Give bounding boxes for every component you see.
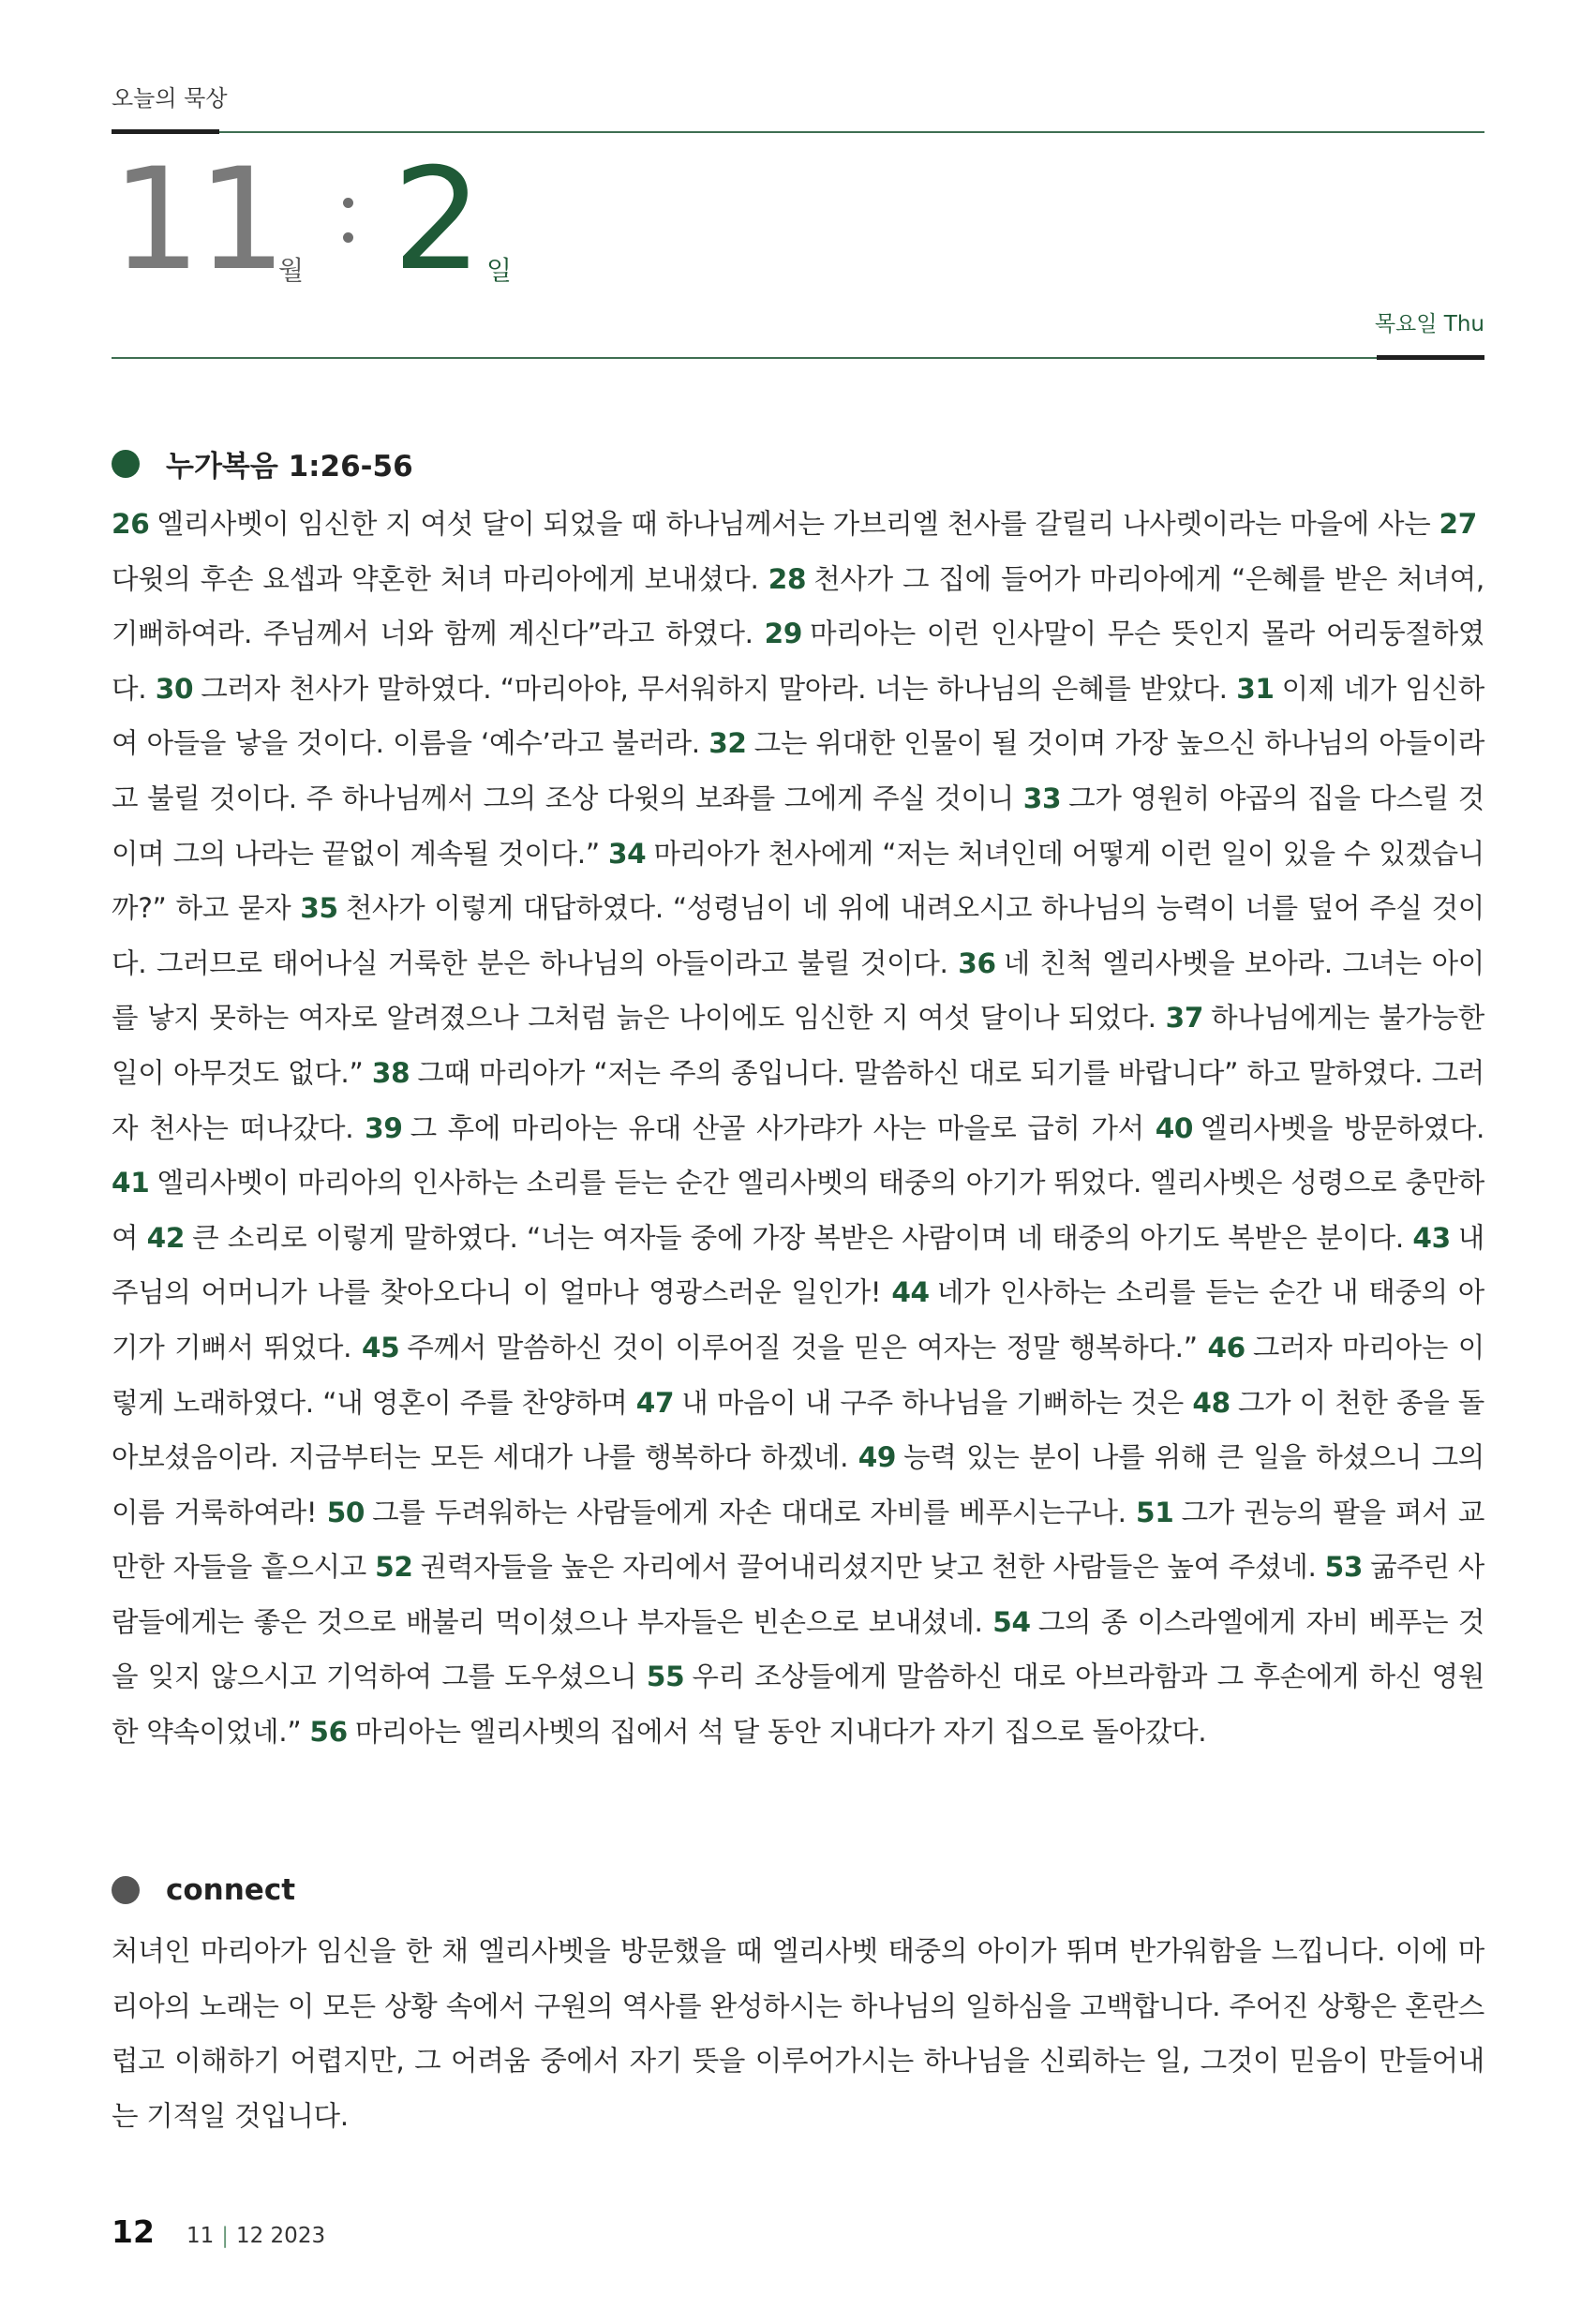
page-number: 12 <box>112 2213 155 2250</box>
weekday-label: 목요일 Thu <box>1374 312 1484 336</box>
verse-number: 56 <box>309 1716 348 1749</box>
verse-text: 마리아가 천사에게 “저는 처녀인데 어떻게 이런 일이 있을 수 있겠습니까?” 하고 묻자 <box>112 837 1484 925</box>
verse-number: 49 <box>858 1441 897 1474</box>
verse-text: 마리아는 이런 인사말이 무슨 뜻인지 몰라 어리둥절하였다. <box>112 618 1485 705</box>
verse-text: 그러자 마리아는 이렇게 노래하였다. “내 영혼이 주를 찬양하며 <box>112 1331 1485 1419</box>
verse-text: 내 주님의 어머니가 나를 찾아오다니 이 얼마나 영광스러운 일인가! <box>112 1221 1484 1309</box>
verse-number: 45 <box>361 1331 400 1363</box>
verse-number: 36 <box>958 946 996 979</box>
verse-number: 46 <box>1207 1331 1245 1363</box>
issue-label <box>186 2224 325 2248</box>
issue-month: 11 <box>186 2224 215 2248</box>
connect-body: 처녀인 마리아가 임신을 한 채 엘리사벳을 방문했을 때 엘리사벳 태중의 아이가 뛰며 반가워함을 느낍니다. 이에 마리아의 노래는 이 모든 상황 속에서 구원의 역사를 완성하시는 하나님의 일하심을 고백합니다. 주어진 상황은 혼란스럽고 이해하기 어렵지만, 그 어려움 중에서 자기 뜻을 이루어가시는 하나님을 신뢰하는 일, 그것이 믿음이 만들어내는 기적일 것입니다. <box>112 1935 1484 2132</box>
verse-text: 네가 인사하는 소리를 듣는 순간 내 태중의 아기가 기뻐서 뛰었다. <box>112 1276 1484 1363</box>
verse-text: 그가 권능의 팔을 펴서 교만한 자들을 흩으시고 <box>112 1496 1485 1584</box>
verse-number: 48 <box>1192 1386 1231 1419</box>
month-unit: 월 <box>278 255 305 286</box>
verse-text: 그가 영원히 야곱의 집을 다스릴 것이며 그의 나라는 끝없이 계속될 것이다.” <box>112 782 1484 870</box>
connect-heading <box>112 1873 295 1907</box>
verse-number: 51 <box>1136 1496 1174 1528</box>
month-number: 11 <box>112 139 283 302</box>
verse-text: 내 마음이 내 구주 하나님을 기뻐하는 것은 <box>681 1386 1184 1419</box>
verse-text: 그는 위대한 인물이 될 것이며 가장 높으신 하나님의 아들이라고 불릴 것이다. 주 하나님께서 그의 조상 다윗의 보좌를 그에게 주실 것이니 <box>112 727 1485 814</box>
gray-bullet-icon <box>112 1876 140 1904</box>
scripture-reference: 누가복음 1:26-56 <box>166 450 413 484</box>
verse-number: 44 <box>891 1276 930 1309</box>
green-bullet-icon <box>112 450 140 478</box>
verse-text: 그 후에 마리아는 유대 산골 사가랴가 사는 마을로 급히 가서 <box>410 1111 1144 1144</box>
verse-text: 그때 마리아가 “저는 주의 종입니다. 말씀하신 대로 되기를 바랍니다” 하고 말하였다. 그러자 천사는 떠나갔다. <box>112 1056 1484 1144</box>
verse-number: 37 <box>1165 1002 1204 1035</box>
verse-text: 그를 두려워하는 사람들에게 자손 대대로 자비를 베푸시는구나. <box>372 1496 1126 1528</box>
verse-text: 주께서 말씀하신 것이 이루어질 것을 믿은 여자는 정말 행복하다.” <box>407 1331 1198 1363</box>
verse-text: 이제 네가 임신하여 아들을 낳을 것이다. 이름을 ‘예수’라고 불러라. <box>112 672 1485 760</box>
verse-number: 29 <box>764 618 803 650</box>
verse-number: 52 <box>375 1551 413 1584</box>
verse-text: 마리아는 엘리사벳의 집에서 석 달 동안 지내다가 자기 집으로 돌아갔다. <box>354 1716 1207 1749</box>
scripture-heading <box>112 442 413 484</box>
verse-text: 엘리사벳을 방문하였다. <box>1201 1111 1485 1144</box>
verse-number: 40 <box>1155 1111 1194 1144</box>
date-rule <box>112 357 1377 359</box>
verse-text: 천사가 이렇게 대답하였다. “성령님이 네 위에 내려오시고 하나님의 능력이 너를 덮어 주실 것이다. 그러므로 태어나실 거룩한 분은 하나님의 아들이라고 불릴 것이다. <box>112 892 1484 979</box>
verse-number: 32 <box>709 727 747 760</box>
verse-text: 네 친척 엘리사벳을 보아라. 그녀는 아이를 낳지 못하는 여자로 알려졌으나 그처럼 늙은 나이에도 임신한 지 여섯 달이나 되었다. <box>112 946 1484 1035</box>
verse-number: 33 <box>1022 782 1062 814</box>
verse-text: 그러자 천사가 말하였다. “마리아야, 무서워하지 말아라. 너는 하나님의 은혜를 받았다. <box>201 672 1228 705</box>
verse-text: 큰 소리로 이렇게 말하였다. “너는 여자들 중에 가장 복받은 사람이며 네 태중의 아기도 복받은 분이다. <box>192 1221 1404 1254</box>
verse-text: 권력자들을 높은 자리에서 끌어내리셨지만 낮고 천한 사람들은 높여 주셨네. <box>420 1551 1317 1584</box>
verse-number: 43 <box>1412 1221 1451 1254</box>
verse-number: 42 <box>146 1221 186 1254</box>
verse-text: 그의 종 이스라엘에게 자비 베푸는 것을 잊지 않으시고 기억하여 그를 도우셨으니 <box>112 1605 1485 1693</box>
verse-text: 엘리사벳이 마리아의 인사하는 소리를 듣는 순간 엘리사벳의 태중의 아기가 뛰었다. 엘리사벳은 성령으로 충만하여 <box>112 1167 1484 1254</box>
verse-number: 34 <box>607 837 647 870</box>
verse-number: 26 <box>112 508 150 540</box>
verse-number: 38 <box>371 1056 410 1089</box>
verse-number: 41 <box>112 1167 150 1199</box>
issue-separator: | <box>221 2224 229 2248</box>
date-colon-icon <box>343 198 354 267</box>
verse-number: 53 <box>1324 1551 1364 1584</box>
verse-text: 우리 조상들에게 말씀하신 대로 아브라함과 그 후손에게 하신 영원한 약속이었네.” <box>112 1661 1485 1749</box>
verse-number: 50 <box>326 1496 365 1528</box>
verse-number: 30 <box>155 672 194 705</box>
verse-text: 능력 있는 분이 나를 위해 큰 일을 하셨으니 그의 이름 거룩하여라! <box>112 1441 1484 1528</box>
verse-number: 31 <box>1236 672 1275 705</box>
verse-text: 엘리사벳이 임신한 지 여섯 달이 되었을 때 하나님께서는 가브리엘 천사를 갈릴리 나사렛이라는 마을에 사는 <box>157 508 1431 540</box>
verse-number: 55 <box>646 1661 685 1693</box>
verse-number: 54 <box>992 1605 1031 1638</box>
verse-number: 35 <box>300 892 338 925</box>
verse-number: 39 <box>365 1111 403 1144</box>
verse-number: 47 <box>635 1386 675 1419</box>
connect-title: connect <box>166 1873 296 1907</box>
header-rule-accent <box>112 129 219 134</box>
verse-text: 굶주린 사람들에게는 좋은 것으로 배불리 먹이셨으나 부자들은 빈손으로 보내셨네. <box>112 1551 1484 1638</box>
verse-text: 그가 이 천한 종을 돌아보셨음이라. 지금부터는 모든 세대가 나를 행복하다 하겠네. <box>112 1386 1485 1474</box>
day-number: 2 <box>393 139 481 302</box>
verse-text: 다윗의 후손 요셉과 약혼한 처녀 마리아에게 보내셨다. <box>112 562 759 595</box>
page-footer <box>112 2213 325 2250</box>
header-rule <box>219 131 1484 133</box>
verse-number: 28 <box>768 562 807 595</box>
verse-text: 하나님에게는 불가능한 일이 아무것도 없다.” <box>112 1002 1484 1089</box>
date-display <box>112 139 768 302</box>
issue-rest: 12 2023 <box>235 2224 326 2248</box>
day-unit: 일 <box>486 255 513 286</box>
section-label: 오늘의 묵상 <box>112 85 228 112</box>
verse-number: 27 <box>1439 508 1477 540</box>
scripture-text <box>112 497 1484 1760</box>
date-rule-accent <box>1377 355 1484 360</box>
verse-text: 천사가 그 집에 들어가 마리아에게 “은혜를 받은 처녀여, 기뻐하여라. 주님께서 너와 함께 계신다”라고 하였다. <box>112 562 1485 650</box>
